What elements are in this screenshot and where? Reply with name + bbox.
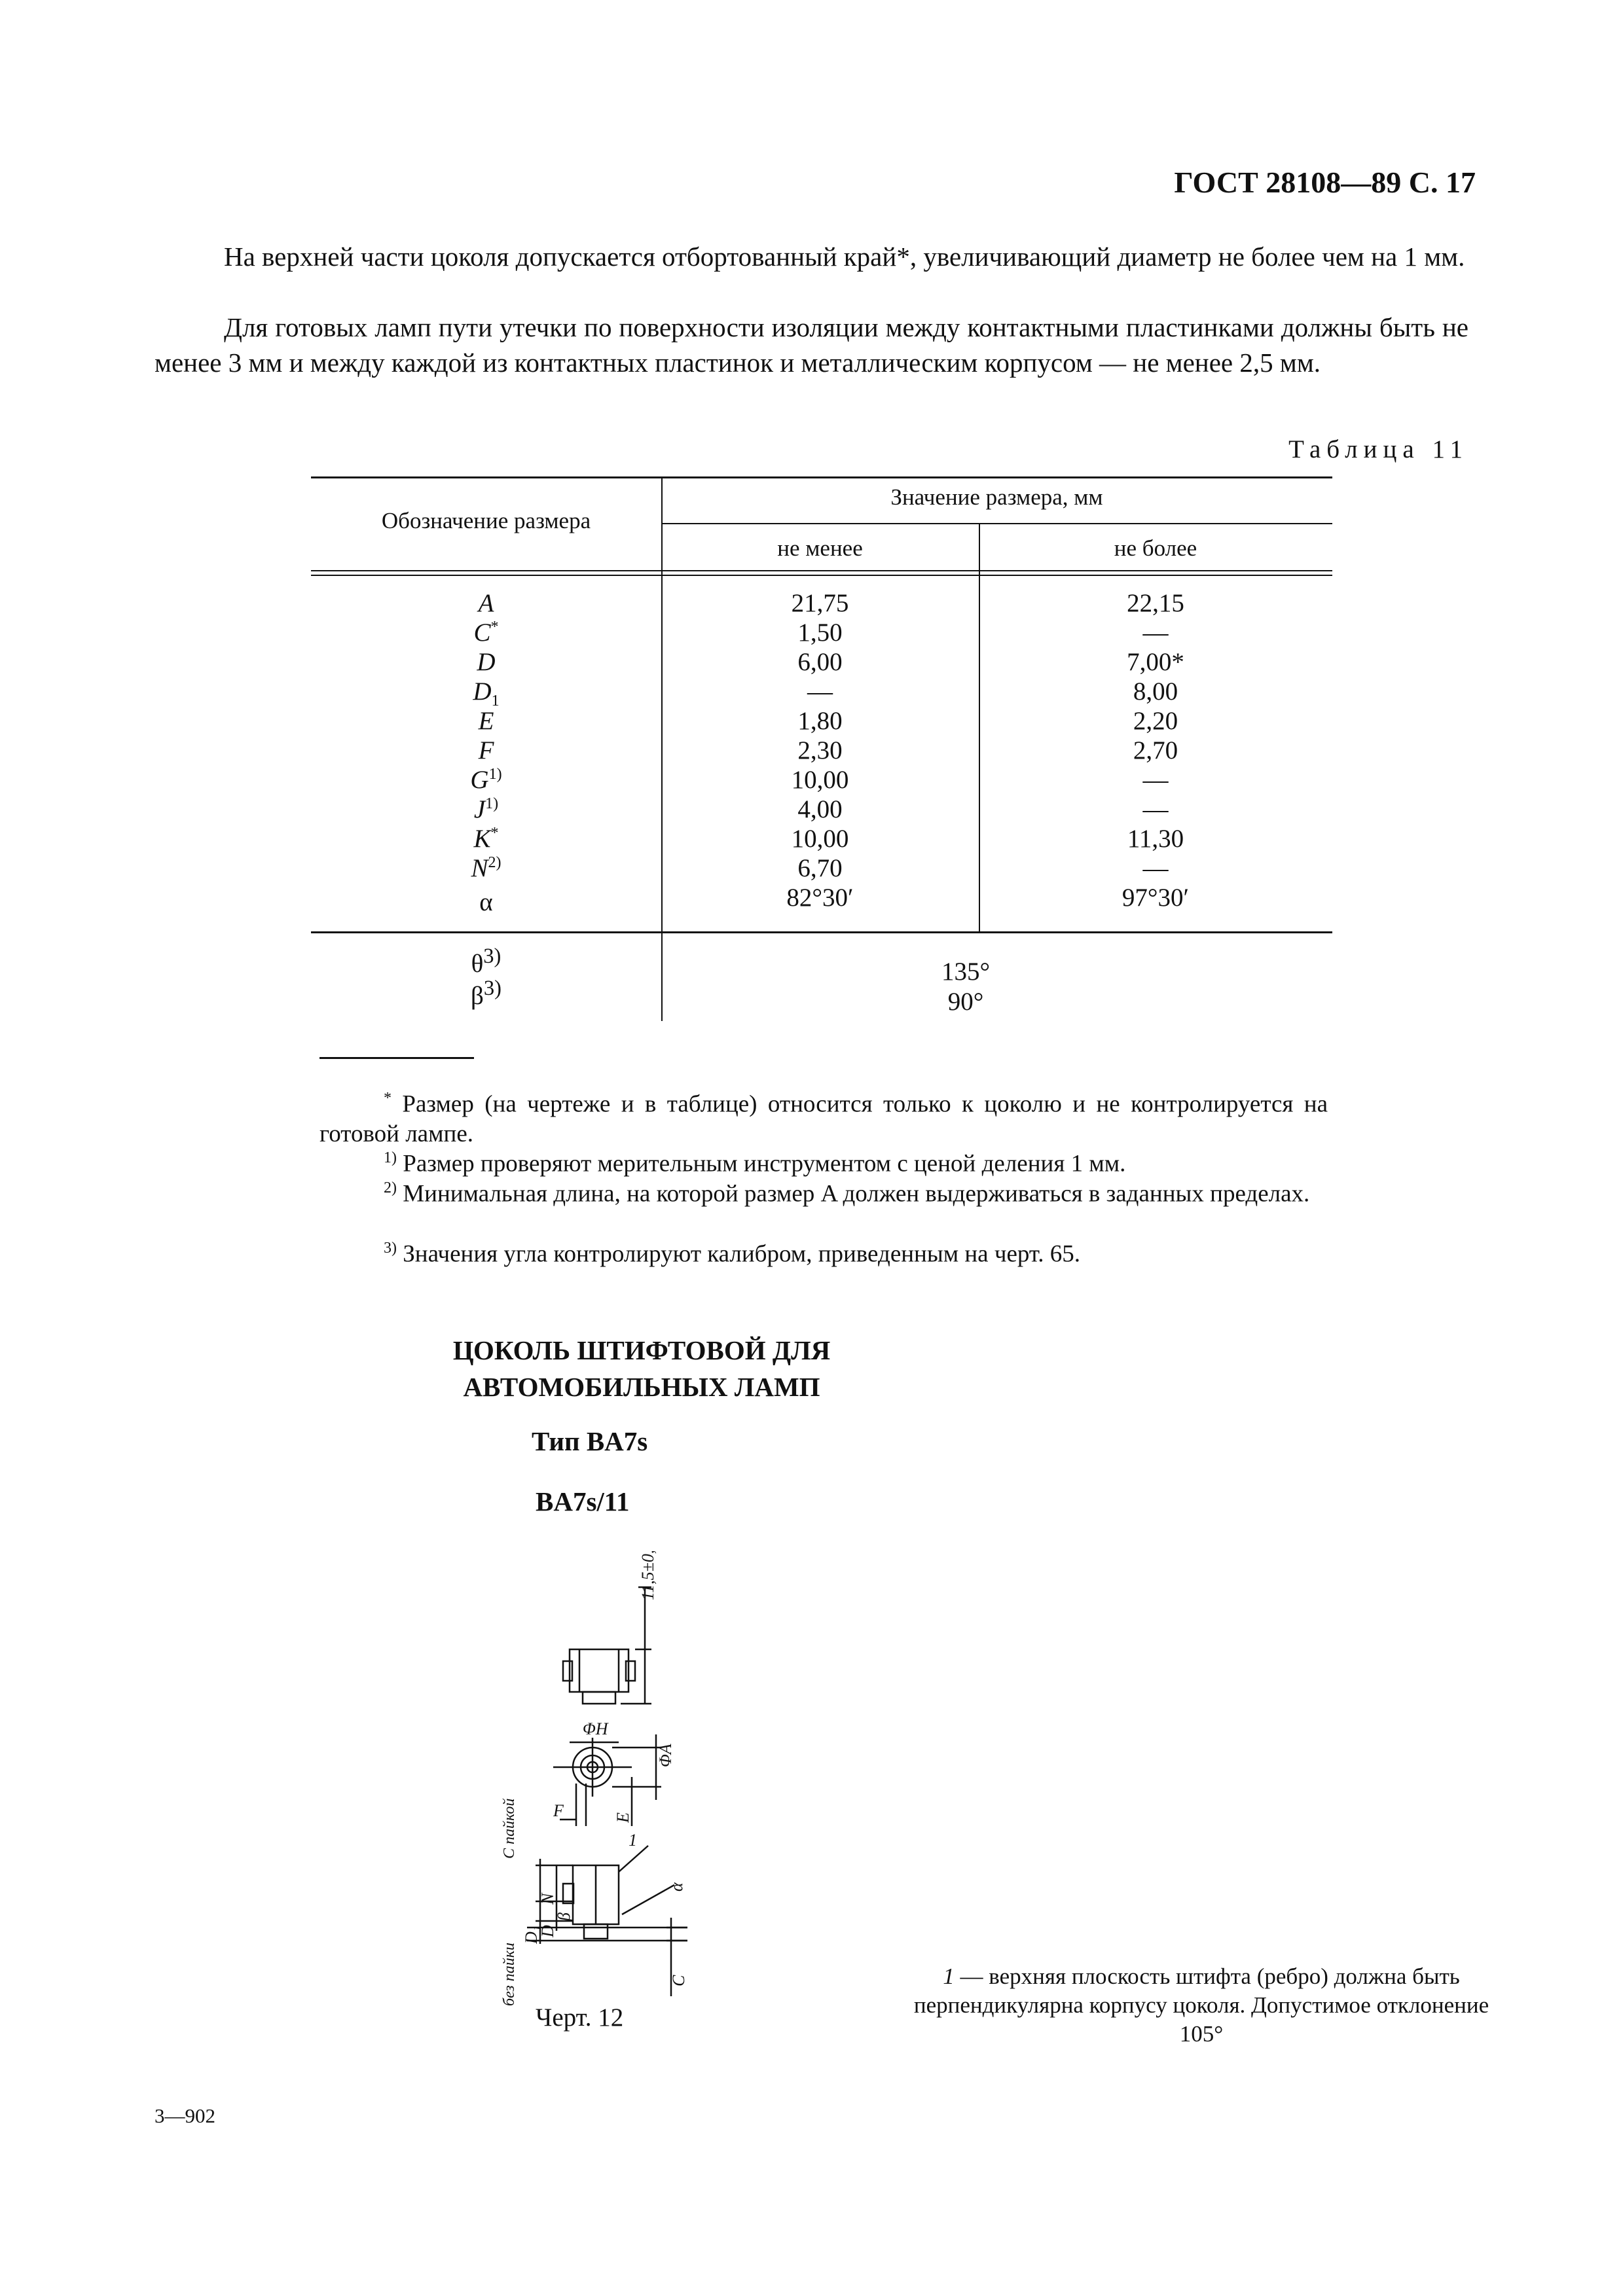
label-without-solder: без пайки [501,1943,518,2006]
table-angle-rule [311,931,1332,933]
col-header-max: не более [1114,535,1197,561]
section-title [327,1332,956,1405]
table-cell-symbol: $N^{2)}$ [471,854,501,882]
table-cell-max: 11,30 [1127,825,1184,853]
col-header-symbol: Обозначение размера [381,508,591,533]
footnote: $^{3)}$ Значения угла контролируют калибром, приведенным на черт. 65. [384,1240,1081,1268]
section-subtype: BA7s/11 [536,1486,630,1516]
table-cell-max: — [1142,795,1169,823]
table-cell-symbol: C* [473,619,499,647]
page-header: ГОСТ 28108—89 С. 17 [1174,166,1476,199]
table-cell-symbol: α [479,888,493,916]
table-cell-max: 2,20 [1133,707,1178,735]
table-cell-symbol: $\theta^{3)}$ [471,944,501,978]
dim-label-alpha: α [667,1882,686,1892]
table-cell-symbol: $J^{1)}$ [473,795,499,823]
table-cell-min: 21,75 [791,589,849,617]
table-cell-min: — [807,677,833,706]
col-header-value: Значение размера, мм [890,484,1103,510]
table-cell-min: 82°30′ [786,884,854,912]
pin-right [626,1661,635,1681]
table-cell-max: 97°30′ [1122,884,1190,912]
dim-label-f: F [553,1801,564,1820]
table-cell-symbol: D [477,648,496,676]
footnote-separator [319,1057,474,1059]
table-cell-max: — [1142,619,1169,647]
table-cell-symbol: A [478,589,494,617]
table-cell-min: 6,00 [797,648,843,676]
table-caption: Таблица 11 [1288,435,1468,463]
paragraph-1: На верхней части цоколя допускается отбортованный край*, увеличивающий диаметр не более чем на 1 мм. [224,242,1465,272]
table-cell-value: 135° [941,958,991,986]
table-cell-max: — [1142,766,1169,794]
table-cell-min: 4,00 [797,795,843,823]
figure-note: 1 — верхняя плоскость штифта (ребро) должна быть перпендикулярна корпусу цоколя. Допустимое отклонение 105° [913,1964,1489,2047]
technical-drawing [471,1551,733,2009]
table-cell-max: 2,70 [1133,736,1178,764]
footnote: * Размер (на чертеже и в таблице) относится только к цоколю и не контролируется на готовой лампе. [319,1090,1328,1148]
table-cell-max: 7,00* [1127,648,1184,676]
section-title-line: ЦОКОЛЬ ШТИФТОВОЙ ДЛЯ [452,1335,831,1365]
table-cell-symbol: K* [473,825,499,853]
section-type: Тип BA7s [532,1426,648,1456]
table-cell-symbol: F [478,736,494,764]
dim-label-n: N [538,1893,557,1905]
table-cell-symbol: $G^{1)}$ [470,766,502,794]
callout-1: 1 [629,1831,637,1850]
table-cell-min: 6,70 [797,854,843,882]
dim-label-a: ΦA [656,1744,675,1767]
table-cell-value: 90° [947,988,984,1016]
table-cell-symbol: E [478,707,494,735]
dim-label-d: D [538,1925,557,1937]
footnote: $^{1)}$ Размер проверяют мерительным инструментом с ценой деления 1 мм. [384,1149,1126,1177]
dim-label-h: ΦH [583,1719,608,1738]
table-header-rule-1 [311,570,1332,571]
table-cell-min: 1,80 [797,707,843,735]
table-header-split-rule [661,523,1332,524]
table-cell-min: 10,00 [791,825,849,853]
table-cell-symbol: $\beta^{3)}$ [471,977,501,1010]
dim-label-beta: β [555,1912,574,1921]
contact-top [583,1692,615,1704]
dim-label-e: E [613,1812,632,1823]
table-header-rule-2 [311,575,1332,576]
cap-body-top [570,1649,629,1692]
label-with-solder: С пайкой [501,1798,518,1859]
table-cell-min: 10,00 [791,766,849,794]
paragraph-2: Для готовых ламп пути утечки по поверхности изоляции между контактными пластинками должны быть не менее 3 мм и между каждой из контактных пластинок и металлическим корпусом — не менее 2,5 мм. [155,312,1468,378]
dim-label-d1: D₁ [522,1926,541,1944]
table-cell-symbol: $D_1$ [473,677,500,709]
pin-left [563,1661,572,1681]
dim-label-c: C [669,1975,688,1986]
table-cell-min: 1,50 [797,619,843,647]
table-cell-max: — [1142,854,1169,882]
footnote: $^{2)}$ Минимальная длина, на которой размер A должен выдерживаться в заданных пределах. [384,1179,1310,1208]
col-header-min: не менее [777,535,863,561]
table-cell-min: 2,30 [797,736,843,764]
page-code: 3—902 [155,2104,215,2127]
pin-side [563,1884,574,1903]
figure-label: Черт. 12 [536,2003,624,2032]
table-top-rule [311,476,1332,478]
table-cell-max: 22,15 [1127,589,1184,617]
section-title-line: АВТОМОБИЛЬНЫХ ЛАМП [463,1372,820,1402]
solder-contact [584,1924,608,1939]
table-cell-max: 8,00 [1133,677,1178,706]
dim-label-top: 11,5±0,3* [638,1551,657,1600]
